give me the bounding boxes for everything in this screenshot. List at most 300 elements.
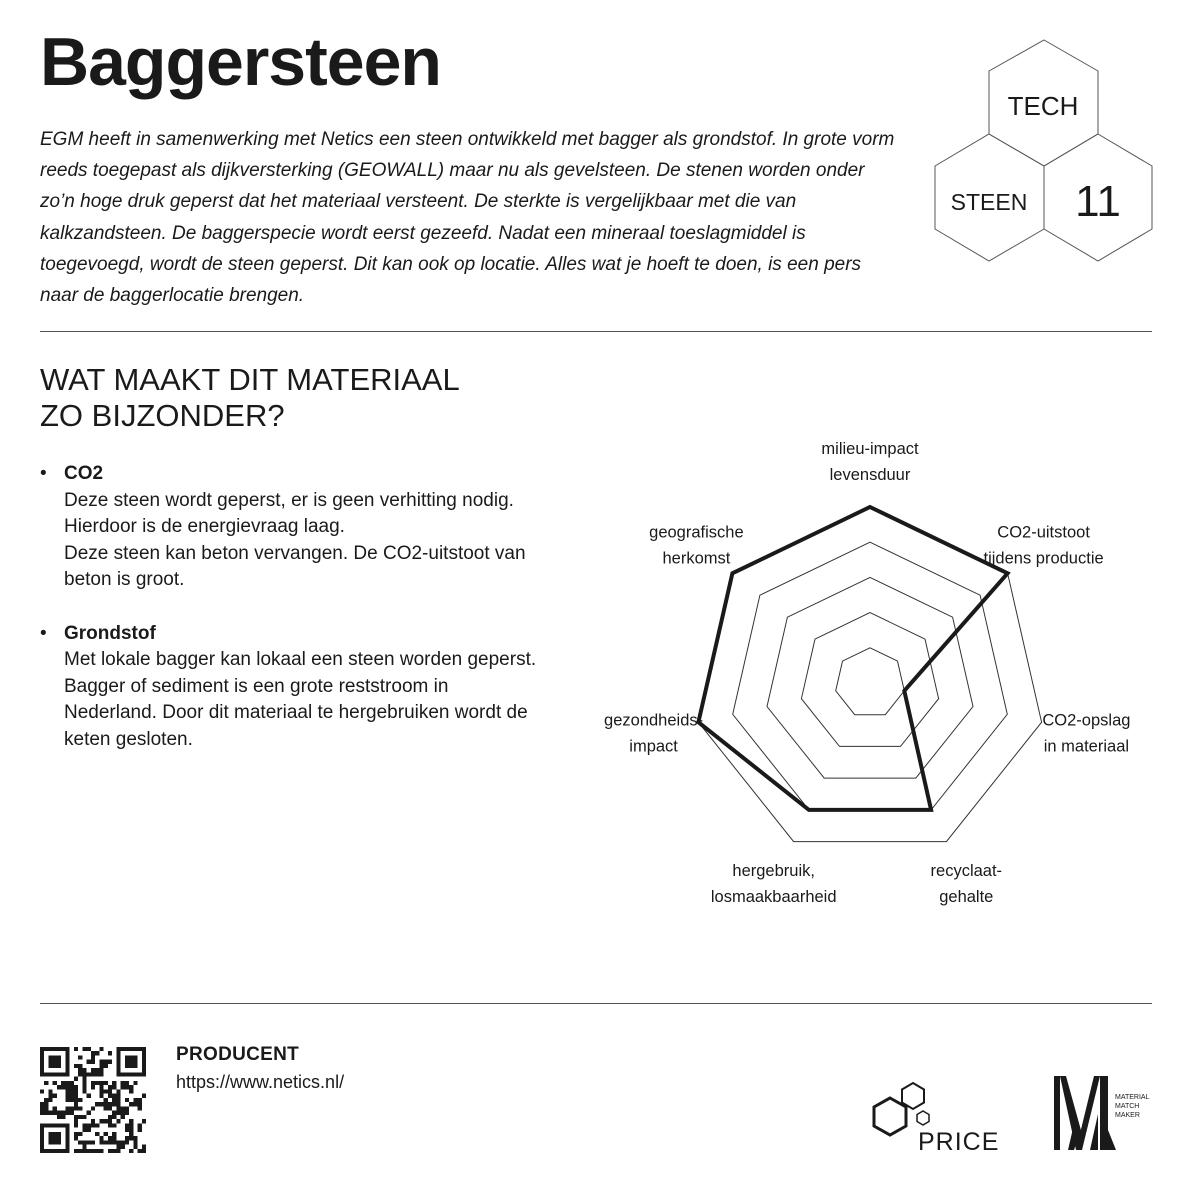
radar-grid-level — [801, 613, 938, 747]
qr-module — [133, 1072, 137, 1076]
qr-module — [65, 1106, 69, 1110]
qr-module — [82, 1145, 86, 1149]
qr-module — [125, 1098, 129, 1102]
qr-module — [70, 1089, 74, 1093]
radar-axis-label-line: CO2-uitstoot — [997, 523, 1090, 542]
qr-module — [116, 1064, 120, 1068]
qr-module — [116, 1068, 120, 1072]
mm-logo-text-1: MATERIAL — [1115, 1094, 1150, 1101]
qr-module — [99, 1060, 103, 1064]
qr-module — [125, 1123, 129, 1127]
qr-module — [121, 1140, 125, 1144]
qr-module — [116, 1098, 120, 1102]
qr-module — [53, 1106, 57, 1110]
qr-module — [82, 1077, 86, 1081]
qr-module — [65, 1136, 69, 1140]
qr-module — [91, 1149, 95, 1153]
qr-module — [65, 1094, 69, 1098]
qr-module — [65, 1047, 69, 1051]
qr-module — [57, 1149, 61, 1153]
qr-module — [40, 1128, 44, 1132]
radar-axis-label-line: tijdens productie — [983, 549, 1104, 568]
qr-module — [70, 1085, 74, 1089]
qr-module — [61, 1115, 65, 1119]
qr-module — [82, 1047, 86, 1051]
radar-chart — [580, 440, 1180, 906]
qr-module — [133, 1047, 137, 1051]
qr-module — [65, 1132, 69, 1136]
qr-module — [65, 1098, 69, 1102]
feature-item-grondstof — [40, 621, 540, 754]
qr-module — [82, 1149, 86, 1153]
qr-module — [48, 1064, 52, 1068]
qr-module — [95, 1068, 99, 1072]
qr-module — [138, 1123, 142, 1127]
qr-module — [129, 1064, 133, 1068]
qr-module — [108, 1089, 112, 1093]
qr-module — [129, 1136, 133, 1140]
qr-module — [82, 1140, 86, 1144]
qr-module — [99, 1047, 103, 1051]
qr-module — [133, 1136, 137, 1140]
qr-module — [65, 1149, 69, 1153]
qr-module — [99, 1089, 103, 1093]
qr-module — [129, 1055, 133, 1059]
qr-module — [70, 1094, 74, 1098]
qr-module — [40, 1047, 44, 1051]
qr-module — [57, 1111, 61, 1115]
qr-module — [125, 1085, 129, 1089]
qr-module — [95, 1132, 99, 1136]
qr-module — [133, 1140, 137, 1144]
qr-module — [74, 1136, 78, 1140]
qr-module — [91, 1055, 95, 1059]
qr-module — [65, 1085, 69, 1089]
qr-module — [108, 1094, 112, 1098]
qr-module — [53, 1140, 57, 1144]
radar-axis-label-line: geografische — [649, 523, 744, 542]
feature-item-co2 — [40, 461, 540, 594]
qr-module — [53, 1149, 57, 1153]
qr-module — [108, 1149, 112, 1153]
qr-module — [65, 1068, 69, 1072]
qr-module — [57, 1064, 61, 1068]
qr-module — [53, 1094, 57, 1098]
qr-module — [133, 1064, 137, 1068]
qr-module — [112, 1094, 116, 1098]
qr-module — [82, 1072, 86, 1076]
qr-module — [91, 1119, 95, 1123]
qr-module — [44, 1149, 48, 1153]
radar-grid-level — [767, 577, 973, 778]
qr-module — [95, 1102, 99, 1106]
qr-module — [104, 1132, 108, 1136]
qr-module — [87, 1060, 91, 1064]
qr-module — [78, 1098, 82, 1102]
qr-module — [91, 1085, 95, 1089]
qr-module — [129, 1060, 133, 1064]
qr-module — [65, 1081, 69, 1085]
feature-title: • Grondstof — [64, 622, 156, 644]
qr-module — [48, 1132, 52, 1136]
qr-module — [74, 1115, 78, 1119]
qr-module — [61, 1149, 65, 1153]
qr-module — [125, 1060, 129, 1064]
qr-module — [104, 1102, 108, 1106]
qr-module — [44, 1072, 48, 1076]
qr-module — [53, 1055, 57, 1059]
qr-module — [138, 1047, 142, 1051]
qr-module — [48, 1094, 52, 1098]
qr-module — [108, 1085, 112, 1089]
qr-module — [142, 1060, 146, 1064]
qr-module — [91, 1072, 95, 1076]
qr-module — [40, 1072, 44, 1076]
qr-module — [40, 1068, 44, 1072]
qr-module — [99, 1068, 103, 1072]
radar-axis-label — [931, 862, 1003, 906]
price-logo-text: PRICE — [918, 1128, 1000, 1156]
qr-module — [40, 1060, 44, 1064]
qr-module — [48, 1055, 52, 1059]
qr-module — [129, 1089, 133, 1093]
qr-module — [57, 1123, 61, 1127]
qr-module — [74, 1085, 78, 1089]
qr-module — [99, 1064, 103, 1068]
qr-module — [61, 1047, 65, 1051]
feature-line: Deze steen kan beton vervangen. De CO2-uitstoot van beton is groot. — [64, 542, 526, 590]
qr-module — [142, 1068, 146, 1072]
qr-module — [57, 1060, 61, 1064]
feature-line: Deze steen wordt geperst, er is geen verhitting nodig. Hierdoor is de energievraag laag. — [64, 489, 514, 537]
qr-module — [104, 1119, 108, 1123]
qr-module — [78, 1068, 82, 1072]
qr-module — [70, 1081, 74, 1085]
qr-module — [65, 1123, 69, 1127]
qr-module — [142, 1119, 146, 1123]
qr-module — [78, 1055, 82, 1059]
qr-module — [40, 1149, 44, 1153]
qr-module — [48, 1072, 52, 1076]
qr-module — [125, 1055, 129, 1059]
mm-logo-text-2: MATCH — [1115, 1103, 1140, 1110]
qr-module — [40, 1055, 44, 1059]
qr-module — [87, 1072, 91, 1076]
qr-module — [104, 1106, 108, 1110]
qr-module — [133, 1081, 137, 1085]
qr-module — [87, 1149, 91, 1153]
qr-module — [138, 1128, 142, 1132]
qr-module — [53, 1111, 57, 1115]
qr-module — [138, 1102, 142, 1106]
qr-module — [104, 1140, 108, 1144]
qr-module — [57, 1132, 61, 1136]
qr-module — [48, 1136, 52, 1140]
qr-module — [65, 1140, 69, 1144]
qr-module — [61, 1072, 65, 1076]
qr-module — [44, 1081, 48, 1085]
qr-module — [99, 1136, 103, 1140]
price-logo-hex-medium — [902, 1083, 924, 1109]
qr-module — [82, 1085, 86, 1089]
qr-module — [108, 1140, 112, 1144]
qr-module — [125, 1128, 129, 1132]
qr-module — [121, 1047, 125, 1051]
qr-module — [116, 1106, 120, 1110]
radar-axis-label-line: in materiaal — [1043, 737, 1130, 756]
qr-module — [133, 1102, 137, 1106]
divider-top — [40, 331, 1152, 332]
qr-module — [40, 1132, 44, 1136]
qr-module — [133, 1055, 137, 1059]
radar-axis-label — [649, 524, 743, 568]
qr-module — [125, 1136, 129, 1140]
qr-module — [112, 1098, 116, 1102]
qr-module — [74, 1094, 78, 1098]
qr-module — [44, 1123, 48, 1127]
qr-module — [138, 1149, 142, 1153]
qr-module — [108, 1136, 112, 1140]
qr-module — [125, 1072, 129, 1076]
qr-module — [78, 1072, 82, 1076]
mm-logo-stroke — [1054, 1076, 1060, 1150]
category-badge — [930, 38, 1155, 266]
qr-module — [112, 1111, 116, 1115]
qr-module — [129, 1072, 133, 1076]
qr-module — [116, 1145, 120, 1149]
qr-module — [78, 1132, 82, 1136]
qr-module — [74, 1098, 78, 1102]
qr-module — [91, 1060, 95, 1064]
qr-module — [142, 1064, 146, 1068]
qr-module — [121, 1106, 125, 1110]
qr-module — [74, 1132, 78, 1136]
qr-module — [99, 1149, 103, 1153]
qr-module — [91, 1081, 95, 1085]
qr-module — [91, 1123, 95, 1127]
qr-module — [74, 1119, 78, 1123]
qr-module — [116, 1102, 120, 1106]
qr-module — [53, 1136, 57, 1140]
qr-module — [74, 1102, 78, 1106]
mm-logo-text-3: MAKER — [1115, 1112, 1140, 1119]
qr-module — [108, 1051, 112, 1055]
qr-module — [142, 1055, 146, 1059]
qr-module — [121, 1145, 125, 1149]
qr-module — [116, 1094, 120, 1098]
qr-module — [91, 1051, 95, 1055]
qr-module — [82, 1115, 86, 1119]
feature-text — [64, 488, 540, 594]
qr-module — [65, 1072, 69, 1076]
radar-grid-level — [836, 648, 905, 715]
qr-module — [44, 1102, 48, 1106]
material-match-maker-logo — [1048, 1074, 1158, 1154]
qr-module — [78, 1140, 82, 1144]
qr-module — [108, 1106, 112, 1110]
qr-module — [121, 1111, 125, 1115]
radar-axis-label — [1042, 711, 1130, 755]
qr-module — [40, 1106, 44, 1110]
qr-module — [87, 1047, 91, 1051]
qr-module — [57, 1140, 61, 1144]
qr-module — [70, 1098, 74, 1102]
qr-module — [116, 1140, 120, 1144]
qr-module — [112, 1149, 116, 1153]
qr-module — [74, 1064, 78, 1068]
qr-module — [53, 1132, 57, 1136]
qr-module — [78, 1149, 82, 1153]
qr-module — [142, 1149, 146, 1153]
qr-module — [116, 1089, 120, 1093]
qr-module — [142, 1145, 146, 1149]
qr-module — [48, 1149, 52, 1153]
feature-line: Met lokale bagger kan lokaal een steen worden geperst. Bagger of sediment is een grote reststroom in Nederland. Door dit materiaal te hergebruiken wordt de keten gesloten. — [64, 649, 537, 750]
qr-module — [116, 1149, 120, 1153]
qr-module — [121, 1072, 125, 1076]
feature-text — [64, 647, 540, 753]
qr-module — [44, 1047, 48, 1051]
qr-module — [70, 1106, 74, 1110]
qr-module — [95, 1149, 99, 1153]
qr-module — [48, 1047, 52, 1051]
radar-value-polygon — [698, 507, 1007, 810]
qr-module — [61, 1123, 65, 1127]
qr-module — [99, 1085, 103, 1089]
qr-module — [87, 1094, 91, 1098]
qr-module — [104, 1081, 108, 1085]
qr-module — [57, 1136, 61, 1140]
qr-module — [125, 1064, 129, 1068]
qr-module — [40, 1064, 44, 1068]
qr-module — [40, 1123, 44, 1127]
radar-axis-label-line: CO2-opslag — [1042, 711, 1131, 730]
qr-module — [53, 1064, 57, 1068]
qr-module — [61, 1085, 65, 1089]
mm-logo-stroke — [1108, 1130, 1116, 1150]
mm-logo-stroke — [1090, 1114, 1098, 1150]
qr-module — [48, 1140, 52, 1144]
qr-module — [48, 1060, 52, 1064]
qr-module — [40, 1089, 44, 1093]
qr-module — [116, 1111, 120, 1115]
qr-module — [125, 1106, 129, 1110]
qr-module — [125, 1111, 129, 1115]
section-title-line-2: ZO BIJZONDER? — [40, 398, 285, 433]
qr-module — [112, 1136, 116, 1140]
radar-axis-label-line: hergebruik, — [732, 862, 815, 880]
qr-module — [116, 1072, 120, 1076]
qr-module — [121, 1085, 125, 1089]
qr-module — [61, 1111, 65, 1115]
qr-module — [99, 1094, 103, 1098]
radar-axis-label-line: losmaakbaarheid — [710, 888, 837, 906]
radar-axis-label-line: levensduur — [829, 466, 911, 484]
qr-module — [48, 1098, 52, 1102]
qr-module — [40, 1140, 44, 1144]
qr-module — [53, 1081, 57, 1085]
qr-module — [138, 1106, 142, 1110]
qr-module — [138, 1072, 142, 1076]
qr-module — [133, 1060, 137, 1064]
qr-module — [112, 1102, 116, 1106]
qr-module — [70, 1111, 74, 1115]
qr-module — [87, 1140, 91, 1144]
qr-module — [87, 1128, 91, 1132]
badge-category-bottom: STEEN — [950, 189, 1028, 215]
qr-module — [65, 1089, 69, 1093]
qr-module — [129, 1149, 133, 1153]
intro-text: EGM heeft in samenwerking met Netics een steen ontwikkeld met bagger als grondstof. In grote vorm reeds toegepast als dijkversterking (GEOWALL) maar nu als gevelsteen. De stenen worden onder zo’n hoge druk geperst dat het materiaal versteent. De sterkte is vergelijkbaar met die van kalkzandsteen. De baggerspecie wordt eerst gezeefd. Nadat een mineraal toeslagmiddel is toegevoegd, wordt de steen geperst. Dit kan ook op locatie. Alles wat je hoeft te doen, is een pers naar de baggerlocatie brengen. — [40, 129, 895, 307]
radar-axis-label-line: recyclaat- — [930, 862, 1003, 880]
qr-module — [112, 1123, 116, 1127]
qr-module — [108, 1102, 112, 1106]
qr-module — [95, 1123, 99, 1127]
qr-module — [65, 1051, 69, 1055]
feature-title: • CO2 — [64, 463, 104, 484]
qr-module — [129, 1119, 133, 1123]
qr-module — [104, 1060, 108, 1064]
qr-module — [82, 1128, 86, 1132]
qr-module — [108, 1119, 112, 1123]
qr-module — [99, 1072, 103, 1076]
divider-bottom — [40, 1003, 1152, 1004]
qr-module — [53, 1072, 57, 1076]
qr-module — [44, 1111, 48, 1115]
qr-module — [104, 1064, 108, 1068]
qr-module — [121, 1115, 125, 1119]
qr-module — [57, 1115, 61, 1119]
qr-module — [57, 1072, 61, 1076]
qr-module — [74, 1106, 78, 1110]
radar-axis-label-line: impact — [629, 737, 678, 756]
page-title: Baggersteen — [40, 24, 441, 100]
radar-axis-label-line: herkomst — [662, 549, 731, 568]
radar-axis-label — [604, 711, 703, 755]
qr-module — [65, 1060, 69, 1064]
qr-module — [133, 1098, 137, 1102]
qr-module — [125, 1047, 129, 1051]
mm-logo-stroke — [1100, 1076, 1108, 1150]
qr-module — [95, 1051, 99, 1055]
qr-module — [121, 1081, 125, 1085]
producer-link[interactable]: https://www.netics.nl/ — [176, 1072, 345, 1092]
qr-module — [142, 1047, 146, 1051]
qr-module — [74, 1089, 78, 1093]
qr-module — [78, 1106, 82, 1110]
qr-module — [112, 1081, 116, 1085]
qr-module — [112, 1085, 116, 1089]
qr-module — [74, 1047, 78, 1051]
qr-code[interactable] — [40, 1047, 146, 1153]
qr-module — [48, 1123, 52, 1127]
badge-category-top: TECH — [1007, 91, 1079, 121]
qr-module — [65, 1128, 69, 1132]
qr-module — [74, 1077, 78, 1081]
qr-module — [116, 1047, 120, 1051]
qr-module — [57, 1055, 61, 1059]
feature-list — [40, 461, 540, 780]
qr-module — [82, 1081, 86, 1085]
qr-module — [108, 1115, 112, 1119]
radar-axis-label-line: gehalte — [939, 888, 994, 906]
price-logo — [866, 1080, 1011, 1154]
radar-axis-label-line: milieu-impact — [821, 440, 919, 458]
qr-module — [44, 1098, 48, 1102]
qr-module — [40, 1136, 44, 1140]
qr-module — [74, 1149, 78, 1153]
qr-module — [112, 1115, 116, 1119]
